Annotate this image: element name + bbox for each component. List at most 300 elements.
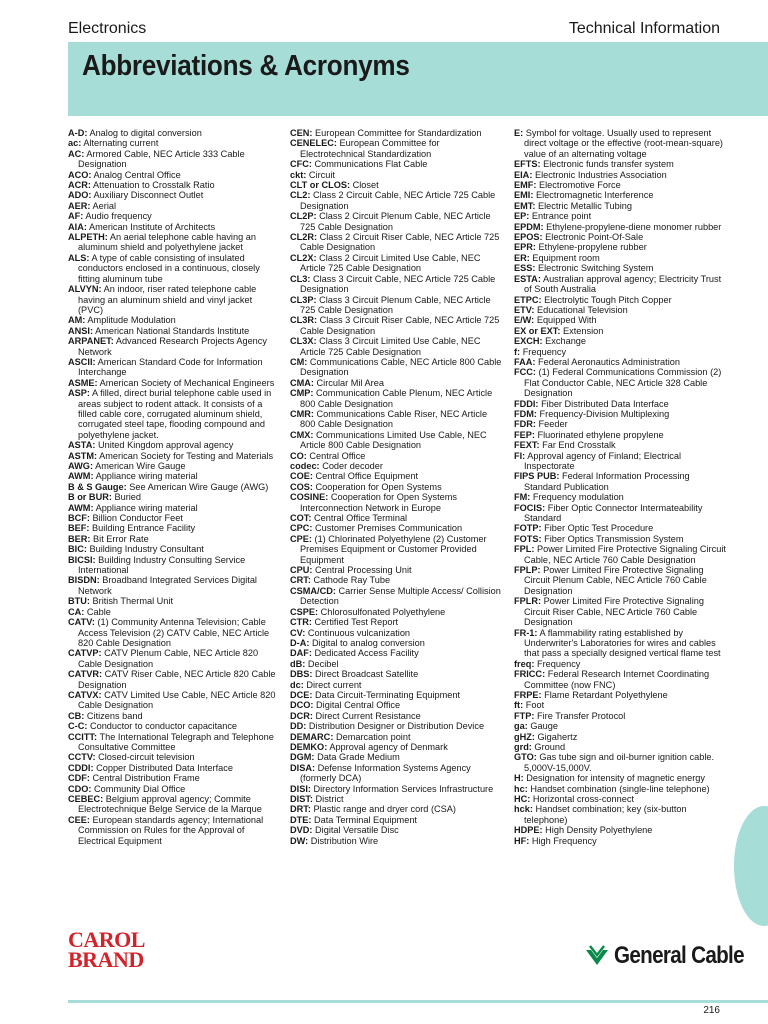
entry-term: freq: xyxy=(514,658,535,669)
entry-definition: Data Circuit-Terminating Equipment xyxy=(315,689,461,700)
entry-term: hc: xyxy=(514,783,528,794)
entry-definition: Extension xyxy=(563,325,604,336)
entry-definition: Citizens band xyxy=(86,710,143,721)
column-1 xyxy=(68,128,276,846)
entry-definition: Belgium approval agency; Commite Electrotechnique Belge Service de la Marque xyxy=(78,794,262,815)
entry-definition: Building Industry Consulting Service International xyxy=(78,554,246,576)
entry-definition: Cooperation for Open Systems Interconnection Network in Europe xyxy=(300,492,457,513)
glossary-entry xyxy=(514,773,728,783)
entry-term: dB: xyxy=(290,658,306,669)
glossary-entry xyxy=(290,648,502,658)
entry-term: FCC: xyxy=(514,367,536,378)
entry-term: CSPE: xyxy=(290,606,319,617)
entry-definition: Feeder xyxy=(538,419,568,430)
entry-definition: Class 3 Circuit Plenum Cable, NEC Article 725 Cable Designation xyxy=(300,294,491,315)
glossary-entry xyxy=(68,326,276,336)
entry-term: BCF: xyxy=(68,513,90,524)
glossary-entry xyxy=(290,159,502,169)
glossary-entry xyxy=(68,388,276,440)
entry-definition: High Frequency xyxy=(531,835,597,846)
entry-definition: Carrier Sense Multiple Access/ Collision Detection xyxy=(300,585,501,607)
entry-term: EMT: xyxy=(514,200,536,211)
entry-definition: Communications Flat Cable xyxy=(314,159,428,170)
entry-term: EXCH: xyxy=(514,336,543,347)
glossary-entry xyxy=(290,575,502,585)
glossary-entry xyxy=(290,482,502,492)
entry-term: FDDI: xyxy=(514,398,539,409)
entry-definition: Closed-circuit television xyxy=(98,752,195,763)
entry-definition: CATV Plenum Cable, NEC Article 820 Cable Designation xyxy=(78,648,259,669)
entry-definition: American Institute of Architects xyxy=(88,221,216,232)
entry-term: EMI: xyxy=(514,190,534,201)
entry-definition: High Density Polyethylene xyxy=(545,825,653,836)
entry-term: CATVP: xyxy=(68,648,102,659)
entry-term: ALPETH: xyxy=(68,232,108,243)
glossary-entry xyxy=(68,149,276,170)
glossary-entry xyxy=(514,440,728,450)
glossary-entry xyxy=(290,638,502,648)
entry-definition: Electronic Switching System xyxy=(538,263,654,274)
entry-definition: Continuous vulcanization xyxy=(307,627,411,638)
glossary-entry xyxy=(514,295,728,305)
entry-definition: American Standard Code for Information Interchange xyxy=(78,356,263,378)
glossary-entry xyxy=(68,752,276,762)
entry-term: CATV: xyxy=(68,617,95,628)
entry-definition: Ethylene-propylene rubber xyxy=(538,242,647,253)
entry-term: FRICC: xyxy=(514,669,546,680)
glossary-entry xyxy=(290,315,502,336)
entry-definition: Federal Information Processing Standard Publication xyxy=(524,471,690,492)
glossary-entry xyxy=(514,128,728,159)
entry-term: FM: xyxy=(514,492,531,503)
glossary-entry xyxy=(290,752,502,762)
entry-term: A-D: xyxy=(68,128,88,138)
entry-definition: Distribution Designer or Distribution Device xyxy=(308,721,485,732)
entry-term: FOCIS: xyxy=(514,502,546,513)
entry-term: ETV: xyxy=(514,304,535,315)
glossary-entry xyxy=(514,451,728,472)
glossary-entry xyxy=(290,659,502,669)
glossary-entry xyxy=(514,430,728,440)
glossary-entry xyxy=(68,451,276,461)
entry-definition: Electronic Industries Association xyxy=(534,169,667,180)
column-2 xyxy=(290,128,502,846)
glossary-entry xyxy=(68,690,276,711)
glossary-entry xyxy=(290,732,502,742)
entry-definition: Fiber Optic Connector Intermateability Standard xyxy=(524,502,703,524)
entry-term: CDDI: xyxy=(68,762,94,773)
entry-definition: Handset combination (single-line telephone) xyxy=(530,783,710,794)
entry-term: FIPS PUB: xyxy=(514,471,560,482)
entry-term: CTR: xyxy=(290,617,312,628)
entry-term: DISA: xyxy=(290,762,316,773)
entry-definition: (1) Chlorinated Polyethylene (2) Customer Premises Equipment or Customer Provided Equipment xyxy=(300,533,487,565)
glossary-entry xyxy=(68,815,276,846)
glossary-entry xyxy=(68,648,276,669)
glossary-entry xyxy=(514,711,728,721)
entry-definition: Fluorinated ethylene propylene xyxy=(537,429,664,440)
glossary-entry xyxy=(290,784,502,794)
glossary-entry xyxy=(68,607,276,617)
glossary-entry xyxy=(68,253,276,284)
entry-definition: Analog Central Office xyxy=(93,169,181,180)
entry-definition: Community Dial Office xyxy=(94,783,186,794)
entry-definition: American Society of Mechanical Engineers xyxy=(99,377,275,388)
entry-definition: Customer Premises Communication xyxy=(315,523,463,534)
entry-definition: Fiber Optics Transmission System xyxy=(544,533,684,544)
entry-definition: Aerial xyxy=(92,200,117,211)
entry-definition: Communications Limited Use Cable, NEC Article 800 Cable Designation xyxy=(300,429,487,451)
entry-definition: Equipped With xyxy=(536,315,597,326)
entry-definition: Symbol for voltage. Usually used to represent direct voltage or the effective (root-mean-square) value of an alternating voltage xyxy=(524,128,723,159)
entry-definition: European Committee for Standardization xyxy=(315,128,482,138)
glossary-entry xyxy=(514,315,728,325)
glossary-entry xyxy=(68,471,276,481)
entry-definition: Dedicated Access Facility xyxy=(314,648,419,659)
glossary-entry xyxy=(514,721,728,731)
entry-definition: Entrance point xyxy=(531,211,592,222)
entry-definition: Horizontal cross-connect xyxy=(532,794,635,804)
entry-term: EPOS: xyxy=(514,232,543,243)
entry-term: CEBEC: xyxy=(68,794,104,804)
entry-term: DAF: xyxy=(290,648,312,659)
entry-term: CB: xyxy=(68,710,85,721)
glossary-entry xyxy=(514,628,728,659)
entry-definition: Cathode Ray Tube xyxy=(313,575,391,586)
glossary-entry xyxy=(68,534,276,544)
glossary-entry xyxy=(514,492,728,502)
entry-definition: Direct Broadcast Satellite xyxy=(315,669,419,680)
entry-term: EIA: xyxy=(514,169,533,180)
entry-definition: Electromotive Force xyxy=(539,180,621,191)
entry-term: FEP: xyxy=(514,429,535,440)
entry-definition: Gas tube sign and oil-burner ignition cable. 5,000V-15,000V. xyxy=(524,752,715,773)
entry-definition: American Wire Gauge xyxy=(95,461,186,471)
entry-definition: Fire Transfer Protocol xyxy=(536,710,626,721)
glossary-entry xyxy=(514,742,728,752)
glossary-entry xyxy=(290,378,502,388)
glossary-entry xyxy=(290,607,502,617)
entry-definition: Chlorosulfonated Polyethylene xyxy=(320,606,446,617)
entry-term: BICSI: xyxy=(68,554,96,565)
entry-term: CL2: xyxy=(290,190,311,201)
glossary-entry xyxy=(514,596,728,627)
footer-rule xyxy=(68,1000,768,1003)
entry-term: FOTP: xyxy=(514,523,542,534)
entry-term: EPDM: xyxy=(514,221,544,232)
entry-term: EX or EXT: xyxy=(514,325,561,336)
entry-definition: Central Distribution Frame xyxy=(92,773,200,784)
glossary-entry xyxy=(68,773,276,783)
entry-term: CCITT: xyxy=(68,731,98,742)
entry-definition: Class 2 Circuit Riser Cable, NEC Article 725 Cable Designation xyxy=(300,232,500,253)
entry-definition: Digital to analog conversion xyxy=(311,637,425,648)
glossary-entry xyxy=(514,804,728,825)
entry-definition: Copper Distributed Data Interface xyxy=(96,762,233,773)
entry-definition: Analog to digital conversion xyxy=(89,128,202,138)
entry-definition: Appliance wiring material xyxy=(95,502,198,513)
entry-definition: Amplitude Modulation xyxy=(87,315,176,326)
entry-term: ESTA: xyxy=(514,273,541,284)
entry-term: FPL: xyxy=(514,544,535,555)
entry-term: CSMA/CD: xyxy=(290,585,336,596)
glossary-entry xyxy=(514,336,728,346)
glossary-entry xyxy=(514,503,728,524)
glossary-entry xyxy=(514,232,728,242)
glossary-entry xyxy=(290,170,502,180)
entry-definition: Ethylene-propylene-diene monomer rubber xyxy=(546,221,722,232)
entry-term: COE: xyxy=(290,471,313,482)
entry-term: BTU: xyxy=(68,596,90,607)
entry-definition: A filled, direct burial telephone cable used in areas subject to rodent attack. It consists of a filled cable core, corrugated aluminum shield, corrugated steel tape, flooding compound and polyethylene jacket. xyxy=(78,388,272,440)
glossary-entry xyxy=(514,305,728,315)
entry-term: ADO: xyxy=(68,190,92,201)
entry-term: B or BUR: xyxy=(68,492,112,503)
entry-term: BER: xyxy=(68,533,91,544)
glossary-entry xyxy=(514,170,728,180)
entry-term: f: xyxy=(514,346,521,357)
entry-definition: Ground xyxy=(534,741,566,752)
glossary-entry xyxy=(290,534,502,565)
entry-definition: Class 2 Circuit Limited Use Cable, NEC Article 725 Cable Designation xyxy=(300,252,481,274)
entry-term: ACO: xyxy=(68,169,92,180)
entry-definition: Appliance wiring material xyxy=(95,471,198,482)
entry-definition: Exchange xyxy=(545,336,587,347)
glossary-entry xyxy=(290,523,502,533)
entry-term: FAA: xyxy=(514,356,536,367)
entry-definition: A flammability rating established by Underwriter's Laboratories for wires and cables that pass a specially designed vertical flame test xyxy=(524,627,721,659)
entry-definition: Building Industry Consultant xyxy=(89,544,204,555)
entry-term: FOTS: xyxy=(514,533,542,544)
entry-definition: Certified Test Report xyxy=(314,617,399,628)
glossary-entry xyxy=(68,128,276,138)
glossary-entry xyxy=(514,201,728,211)
glossary-entry xyxy=(68,138,276,148)
glossary-entry xyxy=(290,409,502,430)
entry-definition: Approval agency of Denmark xyxy=(329,741,448,752)
glossary-entry xyxy=(290,513,502,523)
entry-definition: Attenuation to Crosstalk Ratio xyxy=(93,180,215,191)
entry-term: D-A: xyxy=(290,637,310,648)
glossary-entry xyxy=(290,690,502,700)
glossary-entry xyxy=(68,170,276,180)
entry-definition: Designation for intensity of magnetic energy xyxy=(526,773,706,784)
entry-term: CL3: xyxy=(290,273,311,284)
entry-term: AWM: xyxy=(68,502,94,513)
glossary-entry xyxy=(290,815,502,825)
entry-term: CFC: xyxy=(290,159,312,170)
entry-term: ac: xyxy=(68,138,82,149)
entry-definition: Auxiliary Disconnect Outlet xyxy=(93,190,204,201)
entry-definition: Gigahertz xyxy=(537,731,578,742)
entry-definition: Communication Cable Plenum, NEC Article 800 Cable Designation xyxy=(300,388,493,409)
entry-definition: CATV Riser Cable, NEC Article 820 Cable Designation xyxy=(78,669,276,690)
entry-term: CATVX: xyxy=(68,689,102,700)
entry-term: ALS: xyxy=(68,252,90,263)
glossary-entry xyxy=(290,492,502,513)
entry-term: AIA: xyxy=(68,221,87,232)
glossary-entry xyxy=(68,523,276,533)
entry-definition: Direct Current Resistance xyxy=(315,710,421,721)
entry-term: CL2P: xyxy=(290,211,317,222)
entry-term: DW: xyxy=(290,835,309,846)
header-section: Electronics xyxy=(68,20,147,37)
entry-definition: American Society for Testing and Materials xyxy=(99,450,274,461)
glossary-entry xyxy=(514,794,728,804)
entry-definition: Electrolytic Tough Pitch Copper xyxy=(544,294,672,305)
entry-term: CRT: xyxy=(290,575,311,586)
entry-term: DCO: xyxy=(290,700,314,711)
glossary-entry xyxy=(68,555,276,576)
entry-term: BISDN: xyxy=(68,575,100,586)
glossary-entry xyxy=(68,284,276,315)
entry-term: CL2X: xyxy=(290,252,317,263)
glossary-entry xyxy=(290,565,502,575)
glossary-entry xyxy=(514,190,728,200)
glossary-entry xyxy=(290,700,502,710)
glossary-entry xyxy=(68,232,276,253)
entry-definition: Gauge xyxy=(530,721,558,732)
entry-term: B & S Gauge: xyxy=(68,481,127,492)
glossary-entry xyxy=(514,784,728,794)
entry-definition: British Thermal Unit xyxy=(92,596,174,607)
entry-definition: Armored Cable, NEC Article 333 Cable Designation xyxy=(78,148,245,170)
entry-definition: Distribution Wire xyxy=(310,835,379,846)
glossary-entry xyxy=(290,763,502,784)
entry-definition: Closet xyxy=(352,180,379,191)
entry-definition: Frequency modulation xyxy=(532,492,624,503)
glossary-entry xyxy=(68,669,276,690)
glossary-entry xyxy=(68,357,276,378)
glossary-entry xyxy=(68,211,276,221)
glossary-entry xyxy=(514,211,728,221)
general-cable-logo xyxy=(584,942,765,970)
entry-term: ASTA: xyxy=(68,440,96,451)
entry-term: H: xyxy=(514,773,524,784)
entry-term: CA: xyxy=(68,606,85,617)
glossary-entry xyxy=(68,763,276,773)
general-cable-chevron-icon xyxy=(584,943,610,969)
glossary-entry xyxy=(514,669,728,690)
entry-definition: American National Standards Institute xyxy=(95,325,250,336)
entry-term: CMP: xyxy=(290,388,314,399)
glossary-entry xyxy=(290,471,502,481)
general-cable-text: General Cable xyxy=(614,942,744,969)
entry-definition: Communications Cable Riser, NEC Article 800 Cable Designation xyxy=(300,408,488,430)
glossary-entry xyxy=(514,523,728,533)
entry-definition: Class 3 Circuit Cable, NEC Article 725 Cable Designation xyxy=(300,273,496,295)
glossary-entry xyxy=(290,836,502,846)
entry-definition: Digital Versatile Disc xyxy=(315,825,399,836)
entry-definition: Plastic range and dryer cord (CSA) xyxy=(313,804,456,815)
glossary-entry xyxy=(514,357,728,367)
entry-definition: Educational Television xyxy=(536,304,628,315)
entry-term: grd: xyxy=(514,741,532,752)
entry-definition: Demarcation point xyxy=(335,731,411,742)
entry-term: HDPE: xyxy=(514,825,543,836)
glossary-entry xyxy=(290,711,502,721)
entry-definition: Fiber Optic Test Procedure xyxy=(544,523,654,534)
entry-definition: An aerial telephone cable having an aluminum shield and polyethylene jacket xyxy=(78,232,256,253)
entry-term: ALVYN: xyxy=(68,284,102,295)
entry-term: FPLP: xyxy=(514,565,541,576)
entry-definition: Class 3 Circuit Limited Use Cable, NEC Article 725 Cable Designation xyxy=(300,336,481,357)
entry-term: ARPANET: xyxy=(68,336,114,347)
entry-definition: (1) Community Antenna Television; Cable Access Television (2) CATV Cable, NEC Article 820 Cable Designation xyxy=(78,617,270,648)
entry-definition: Far End Crosstalk xyxy=(542,440,616,451)
entry-term: CATVR: xyxy=(68,669,103,680)
glossary-entry xyxy=(290,388,502,409)
glossary-entry xyxy=(68,315,276,325)
entry-term: CDF: xyxy=(68,773,90,784)
entry-term: dc: xyxy=(290,679,304,690)
entry-term: CV: xyxy=(290,627,306,638)
entry-term: FI: xyxy=(514,450,526,461)
entry-term: DD: xyxy=(290,721,307,732)
entry-term: FEXT: xyxy=(514,440,540,451)
entry-definition: Billion Conductor Feet xyxy=(92,513,183,524)
entry-term: EP: xyxy=(514,211,530,222)
entry-term: CL3R: xyxy=(290,315,318,326)
glossary-entry xyxy=(290,680,502,690)
glossary-entry xyxy=(514,659,728,669)
entry-definition: Alternating current xyxy=(83,138,159,149)
entry-term: FTP: xyxy=(514,710,535,721)
entry-definition: Central Office Equipment xyxy=(315,471,419,482)
glossary-entry xyxy=(514,399,728,409)
entry-definition: Communications Cable, NEC Article 800 Cable Designation xyxy=(300,356,502,378)
entry-definition: Central Office xyxy=(309,450,366,461)
entry-definition: Power Limited Fire Protective Signaling Circuit Riser Cable, NEC Article 760 Cable Designation xyxy=(524,596,704,628)
glossary-entry xyxy=(290,617,502,627)
glossary-entry xyxy=(290,721,502,731)
entry-term: E: xyxy=(514,128,524,138)
glossary-entry xyxy=(290,430,502,451)
entry-definition: Building Entrance Facility xyxy=(92,523,196,534)
page-title: Abbreviations & Acronyms xyxy=(82,50,410,82)
entry-definition: Electronic Point-Of-Sale xyxy=(545,232,644,243)
entry-definition: Data Grade Medium xyxy=(317,752,400,763)
entry-definition: Defense Information Systems Agency (formerly DCA) xyxy=(300,762,471,784)
entry-term: BIC: xyxy=(68,544,87,555)
glossary-entry xyxy=(68,503,276,513)
glossary-entry xyxy=(514,409,728,419)
glossary-entry xyxy=(68,721,276,731)
entry-term: BEF: xyxy=(68,523,90,534)
entry-term: CMX: xyxy=(290,429,314,440)
glossary-entry xyxy=(290,232,502,253)
entry-definition: European Committee for Electrotechnical Standardization xyxy=(300,138,440,159)
entry-term: CPE: xyxy=(290,533,312,544)
glossary-entry xyxy=(514,180,728,190)
entry-term: AF: xyxy=(68,211,84,222)
entry-term: AER: xyxy=(68,200,91,211)
glossary-entry xyxy=(290,794,502,804)
entry-term: ASP: xyxy=(68,388,90,399)
glossary-entry xyxy=(514,263,728,273)
entry-definition: Central Office Terminal xyxy=(314,513,408,524)
glossary-entry xyxy=(68,180,276,190)
glossary-entry xyxy=(68,440,276,450)
glossary-entry xyxy=(290,742,502,752)
entry-definition: Buried xyxy=(114,492,142,503)
entry-term: AC: xyxy=(68,148,85,159)
entry-definition: Fiber Distributed Data Interface xyxy=(541,398,669,409)
glossary-entry xyxy=(68,201,276,211)
glossary-entry xyxy=(514,565,728,596)
entry-term: ER: xyxy=(514,252,530,263)
entry-term: FDM: xyxy=(514,408,537,419)
